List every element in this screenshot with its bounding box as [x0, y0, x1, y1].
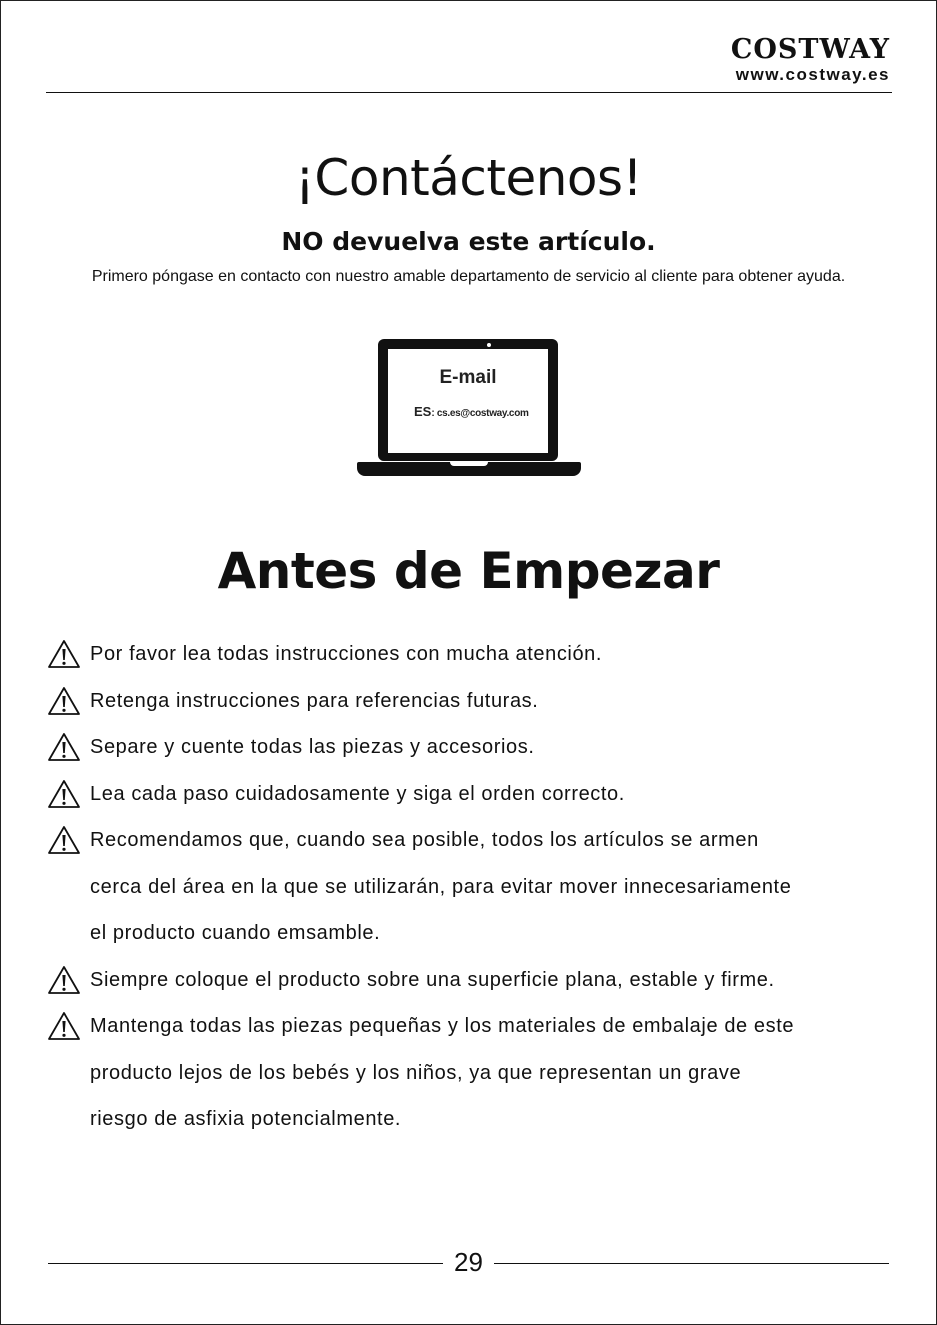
email-display [388, 349, 548, 453]
warning-triangle-icon [47, 639, 81, 669]
email-contact-line [414, 405, 529, 421]
list-item-line: cerca del área en la que se utilizarán, para evitar mover innecesariamente [90, 875, 792, 898]
warning-triangle-icon [47, 1011, 81, 1041]
list-item-line: Por favor lea todas instrucciones con mucha atención. [90, 643, 603, 665]
brand-url: www.costway.es [735, 65, 890, 84]
list-item [47, 678, 907, 725]
return-warning: NO devuelva este artículo. [281, 227, 656, 256]
list-item [47, 957, 907, 1004]
list-item-line: Mantenga todas las piezas pequeñas y los materiales de embalaje de este [90, 1015, 795, 1037]
list-item-line: el producto cuando emsamble. [90, 922, 381, 944]
contact-intro: Primero póngase en contacto con nuestro amable departamento de servicio al cliente para obtener ayuda. [91, 268, 846, 285]
footer-divider-right [494, 1263, 889, 1264]
email-address: : cs.es@costway.com [431, 408, 529, 419]
email-label: E-mail [439, 367, 497, 388]
list-item-line: producto lejos de los bebés y los niños, ya que representan un grave [90, 1061, 742, 1084]
warning-triangle-icon [47, 732, 81, 762]
list-item [47, 771, 907, 818]
precautions-list [47, 631, 907, 1143]
list-item-line: Lea cada paso cuidadosamente y siga el orden correcto. [90, 782, 625, 805]
laptop-icon [357, 337, 581, 479]
page-number: 29 [454, 1247, 483, 1277]
warning-triangle-icon [47, 779, 81, 809]
warning-triangle-icon [47, 825, 81, 855]
list-item-line: Separe y cuente todas las piezas y accesorios. [90, 736, 535, 758]
list-item-line: Siempre coloque el producto sobre una superficie plana, estable y firme. [90, 968, 775, 991]
warning-triangle-icon [47, 965, 81, 995]
before-title: Antes de Empezar [217, 542, 720, 600]
warning-triangle-icon [47, 686, 81, 716]
list-item [47, 631, 907, 678]
contact-title: ¡Contáctenos! [294, 149, 643, 207]
list-item [47, 1003, 907, 1143]
brand-logo: COSTWAY [730, 34, 890, 65]
list-item [47, 817, 907, 957]
brand-header [731, 35, 890, 85]
list-item [47, 724, 907, 771]
laptop-camera [487, 343, 491, 347]
list-item-line: Recomendamos que, cuando sea posible, todos los artículos se armen [90, 829, 759, 851]
laptop-notch [450, 462, 488, 466]
list-item-line: riesgo de asfixia potencialmente. [90, 1108, 402, 1130]
header-divider [46, 92, 892, 93]
list-item-line: Retenga instrucciones para referencias futuras. [90, 689, 539, 712]
email-country: ES [414, 404, 432, 419]
footer-divider-left [48, 1263, 443, 1264]
